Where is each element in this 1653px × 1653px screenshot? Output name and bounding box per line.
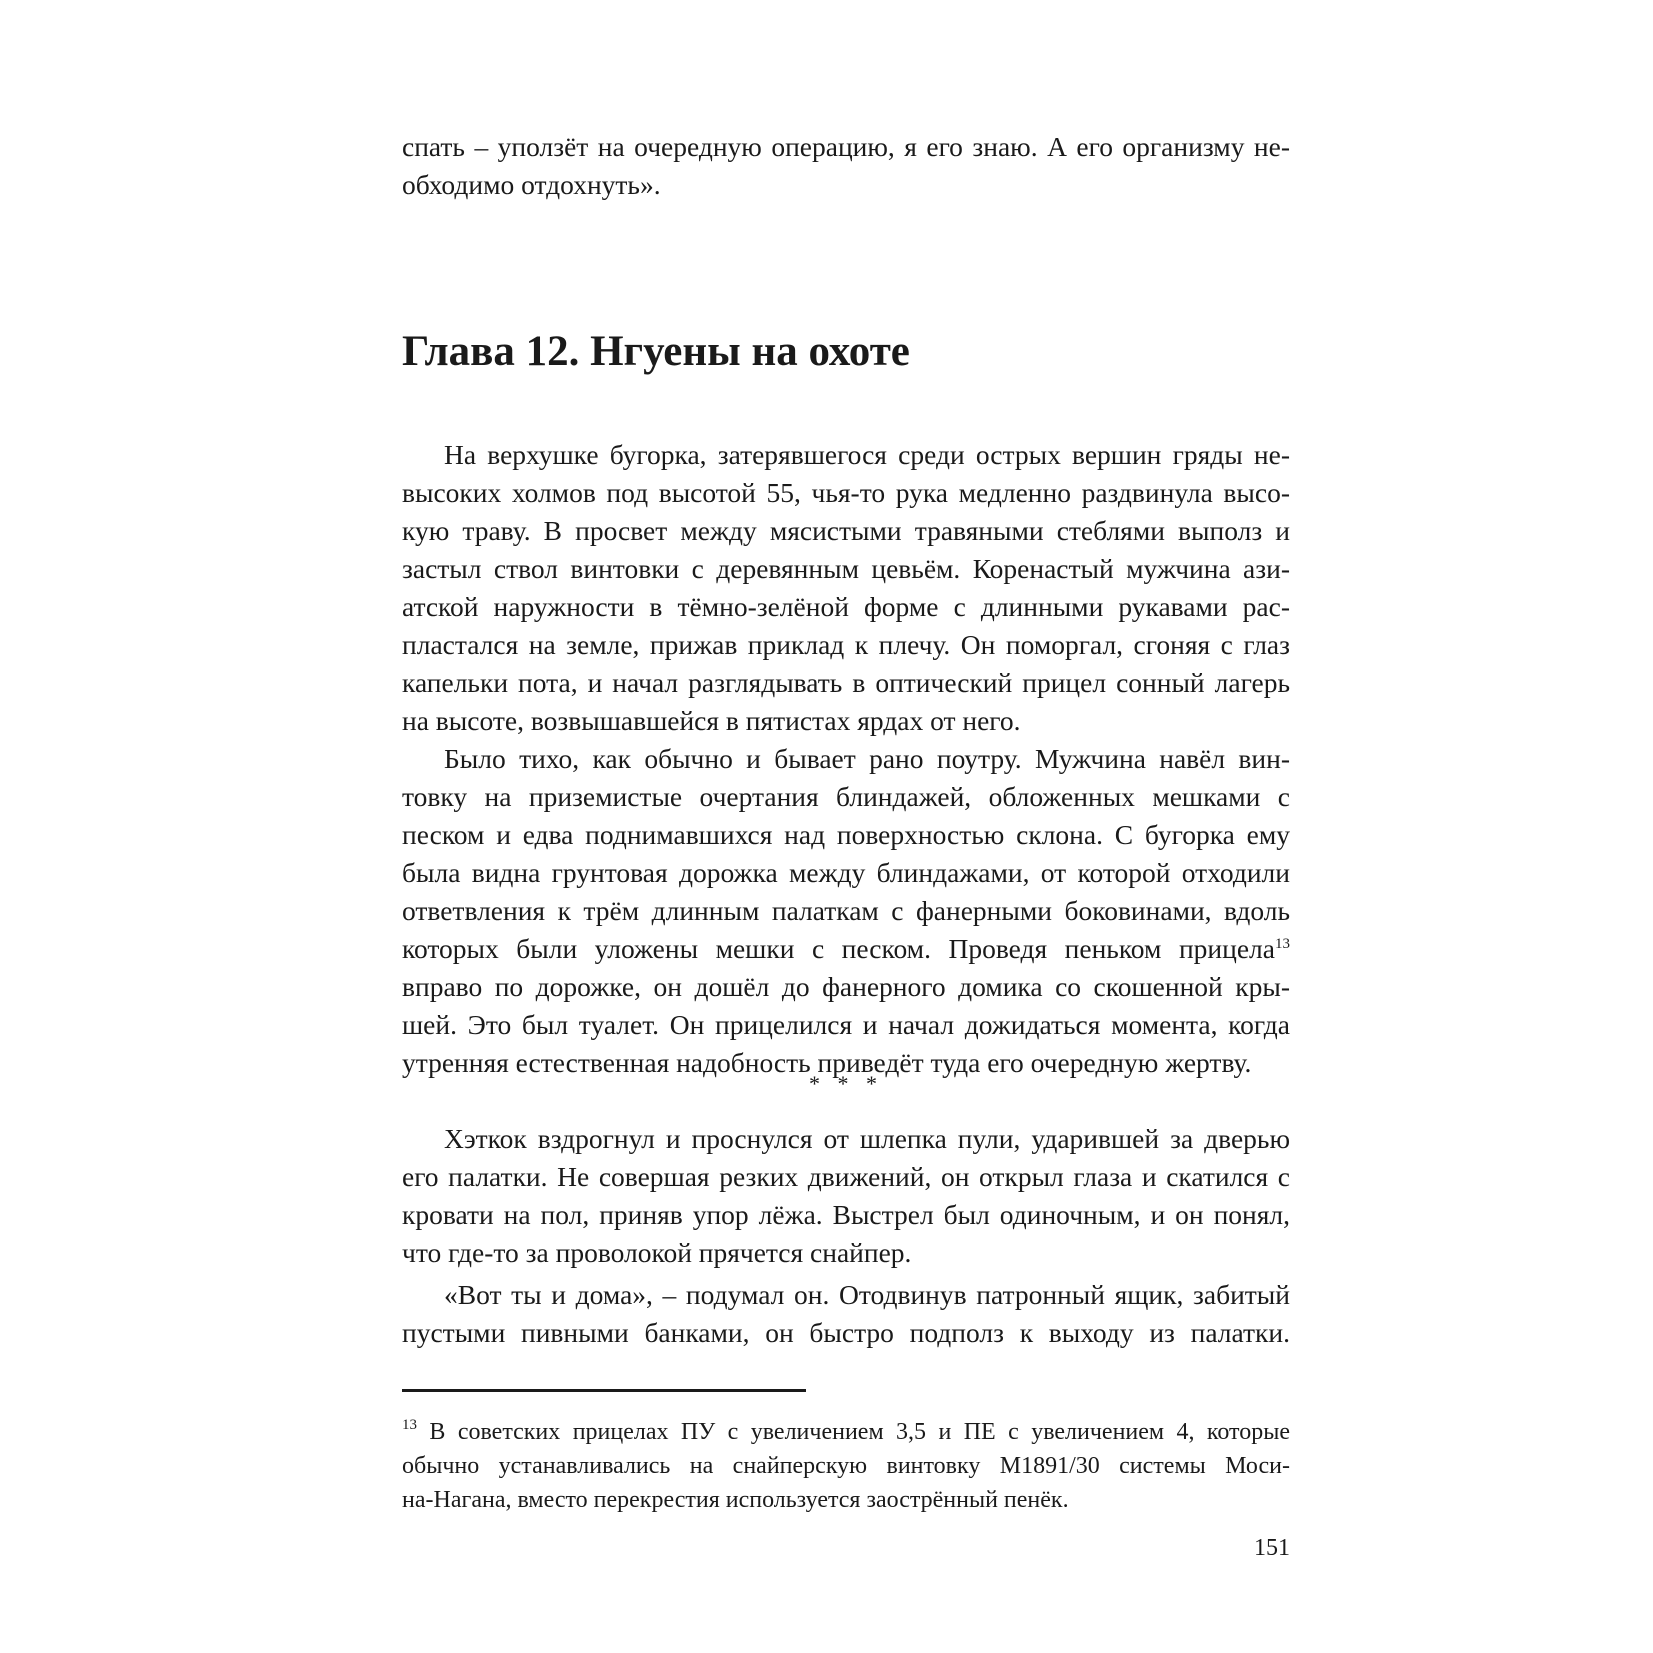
text-line: ответвления к трём длинным палаткам с фанерными боковинами, вдоль <box>402 895 1290 926</box>
text-line: капельки пота, и начал разглядывать в оптический прицел сонный лагерь <box>402 667 1290 698</box>
text-line-segment: которых были уложены мешки с песком. Проведя пеньком прицела <box>402 933 1275 964</box>
text-line: обходимо отдохнуть». <box>402 169 661 200</box>
text-line: его палатки. Не совершая резких движений, он открыл глаза и скатился с <box>402 1161 1290 1192</box>
text-line: атской наружности в тёмно-зелёной форме с длинными рукавами рас- <box>402 591 1290 622</box>
section-separator: * * * <box>809 1071 883 1096</box>
text-line: кровати на пол, приняв упор лёжа. Выстрел был одиночным, и он понял, <box>402 1199 1290 1230</box>
footnote-text: В советских прицелах ПУ с увеличением 3,5 и ПЕ с увеличением 4, которые <box>429 1419 1291 1445</box>
text-line: застыл ствол винтовки с деревянным цевьём. Коренастый мужчина ази- <box>402 553 1290 584</box>
text-line: что где-то за проволокой прячется снайпер. <box>402 1237 912 1268</box>
text-line: Было тихо, как обычно и бывает рано поутру. Мужчина навёл вин- <box>444 743 1290 774</box>
text-line-with-note <box>402 930 1290 968</box>
footnote-line: на-Нагана, вместо перекрестия используется заострённый пенёк. <box>402 1487 1069 1513</box>
footnote-line <box>402 1415 1290 1449</box>
text-line: шей. Это был туалет. Он прицелился и начал дожидаться момента, когда <box>402 1009 1290 1040</box>
text-line: Хэткок вздрогнул и проснулся от шлепка пули, ударившей за дверью <box>444 1123 1290 1154</box>
text-line: утренняя естественная надобность приведёт туда его очередную жертву. <box>402 1047 1252 1078</box>
text-line: «Вот ты и дома», – подумал он. Отодвинув патронный ящик, забитый <box>444 1279 1290 1310</box>
text-line: на высоте, возвышавшейся в пятистах ярдах от него. <box>402 705 1021 736</box>
footnote-divider <box>402 1389 806 1392</box>
text-line: товку на приземистые очертания блиндажей, обложенных мешками с <box>402 781 1290 812</box>
page-number: 151 <box>1254 1535 1290 1561</box>
text-line: пустыми пивными банками, он быстро подполз к выходу из палатки. <box>402 1317 1290 1348</box>
text-line: кую траву. В просвет между мясистыми травяными стеблями выполз и <box>402 515 1290 546</box>
footnote-marker: 13 <box>402 1417 417 1433</box>
text-line: спать – уползёт на очередную операцию, я его знаю. А его организму не- <box>402 131 1290 162</box>
text-line: вправо по дорожке, он дошёл до фанерного домика со скошенной кры- <box>402 971 1290 1002</box>
chapter-title: Глава 12. Нгуены на охоте <box>402 328 910 375</box>
text-line: песком и едва поднимавшихся над поверхностью склона. С бугорка ему <box>402 819 1290 850</box>
text-line: На верхушке бугорка, затерявшегося среди острых вершин гряды не- <box>444 439 1290 470</box>
footnote-line: обычно устанавливались на снайперскую винтовку М1891/30 системы Моси- <box>402 1453 1290 1479</box>
text-line: была видна грунтовая дорожка между блиндажами, от которой отходили <box>402 857 1290 888</box>
text-line: высоких холмов под высотой 55, чья-то рука медленно раздвинула высо- <box>402 477 1290 508</box>
text-line: пластался на земле, прижав приклад к плечу. Он поморгал, сгоняя с глаз <box>402 629 1290 660</box>
footnote-reference[interactable]: 13 <box>1275 936 1290 952</box>
